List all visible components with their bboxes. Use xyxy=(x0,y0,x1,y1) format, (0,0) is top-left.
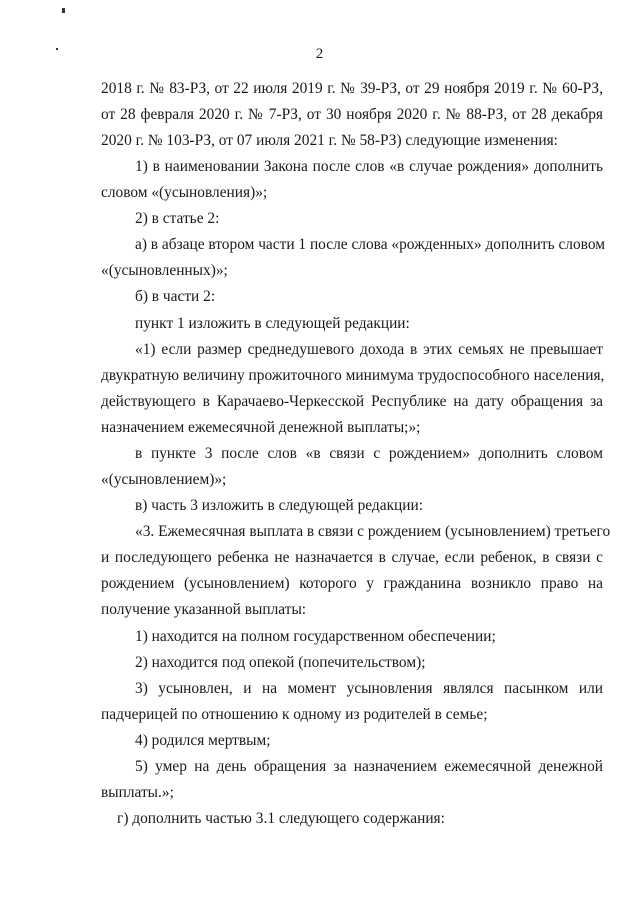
text-line: 1) в наименовании Закона после слов «в случае рождения» дополнить xyxy=(135,158,603,175)
text-line: 3) усыновлен, и на момент усыновления являлся пасынком или xyxy=(135,680,603,697)
text-line: словом «(усыновления)»; xyxy=(101,184,268,201)
text-line: 2020 г. № 103-РЗ, от 07 июля 2021 г. № 58-РЗ) следующие изменения: xyxy=(101,132,558,149)
text-line: «(усыновленных)»; xyxy=(101,262,228,279)
text-line: выплаты.»; xyxy=(101,784,174,801)
text-line: «(усыновлением)»; xyxy=(101,471,227,488)
text-line: от 28 февраля 2020 г. № 7-РЗ, от 30 ноября 2020 г. № 88-РЗ, от 28 декабря xyxy=(101,106,603,123)
text-line: 2) находится под опекой (попечительством); xyxy=(135,654,426,671)
text-line: рождением (усыновлением) которого у гражданина возникло право на xyxy=(101,575,603,592)
text-line: «1) если размер среднедушевого дохода в этих семьях не превышает xyxy=(135,341,603,358)
text-line: в) часть 3 изложить в следующей редакции: xyxy=(135,497,424,514)
text-line: действующего в Карачаево-Черкесской Республике на дату обращения за xyxy=(101,393,603,410)
scan-speck xyxy=(62,8,65,13)
text-line: 4) родился мертвым; xyxy=(135,732,271,749)
text-line: в пункте 3 после слов «в связи с рождением» дополнить словом xyxy=(135,445,603,462)
text-line: двукратную величину прожиточного минимума трудоспособного населения, xyxy=(101,367,605,384)
text-line: 1) находится на полном государственном обеспечении; xyxy=(135,628,496,645)
page-number: 2 xyxy=(315,46,324,62)
text-line: б) в части 2: xyxy=(135,288,216,305)
text-line: «3. Ежемесячная выплата в связи с рождением (усыновлением) третьего xyxy=(135,523,611,540)
text-line: 5) умер на день обращения за назначением ежемесячной денежной xyxy=(135,758,603,775)
text-line: пункт 1 изложить в следующей редакции: xyxy=(135,315,410,332)
text-line: г) дополнить частью 3.1 следующего содержания: xyxy=(117,810,445,827)
text-line: а) в абзаце втором части 1 после слова «рожденных» дополнить словом xyxy=(135,236,605,253)
text-line: и последующего ребенка не назначается в случае, если ребенок, в связи с xyxy=(101,549,603,566)
text-line: получение указанной выплаты: xyxy=(101,601,307,618)
text-line: назначением ежемесячной денежной выплаты;»; xyxy=(101,419,421,436)
text-line: 2018 г. № 83-РЗ, от 22 июля 2019 г. № 39-РЗ, от 29 ноября 2019 г. № 60-РЗ, xyxy=(101,80,603,97)
text-line: падчерицей по отношению к одному из родителей в семье; xyxy=(101,706,488,723)
text-line: 2) в статье 2: xyxy=(135,210,220,227)
